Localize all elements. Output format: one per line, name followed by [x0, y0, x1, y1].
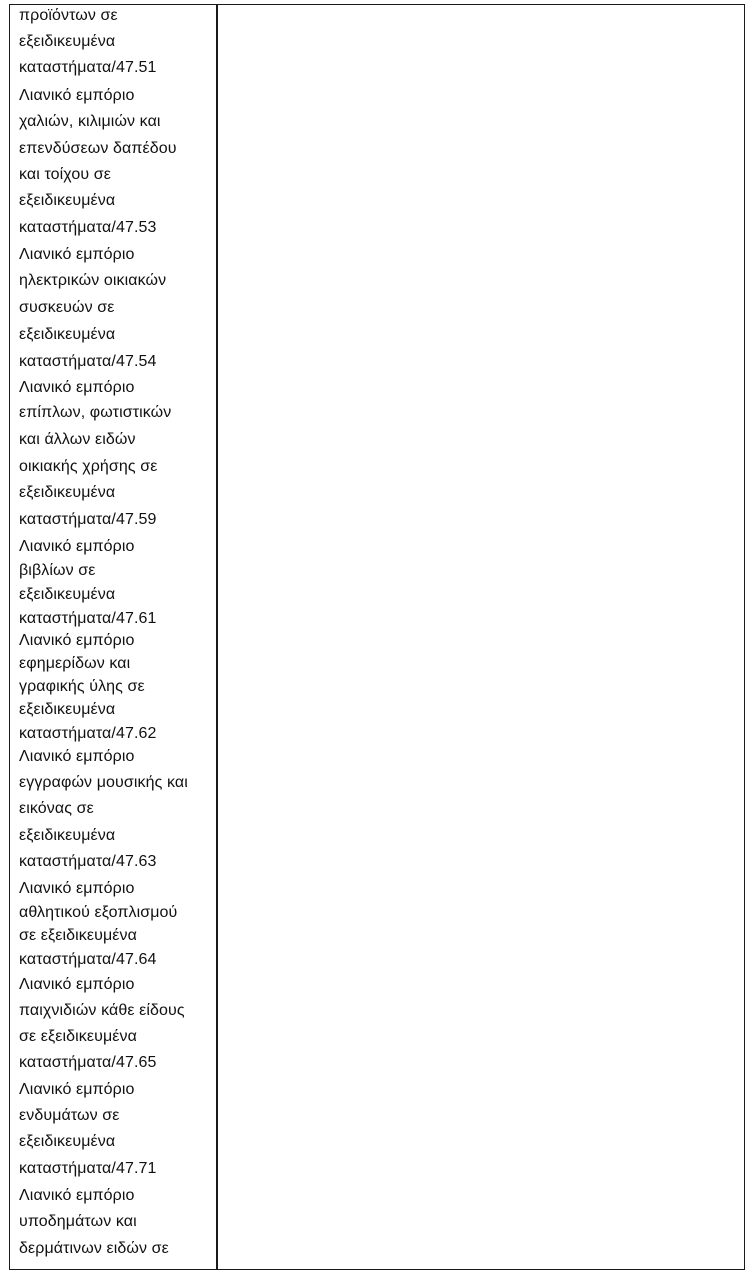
- description-line: εφημερίδων και: [19, 655, 131, 672]
- description-line: εξειδικευμένα: [19, 827, 116, 844]
- description-line: καταστήματα/47.51: [19, 59, 157, 76]
- description-line: εξειδικευμένα: [19, 326, 116, 343]
- description-line: εξειδικευμένα: [19, 192, 116, 209]
- description-line: Λιανικό εμπόριο: [19, 880, 135, 897]
- description-line: χαλιών, κιλιμιών και: [19, 113, 161, 130]
- description-line: καταστήματα/47.54: [19, 353, 157, 370]
- description-line: καταστήματα/47.59: [19, 511, 157, 528]
- description-line: συσκευών σε: [19, 299, 115, 316]
- description-line: καταστήματα/47.64: [19, 951, 157, 968]
- description-line: ενδυμάτων σε: [19, 1107, 120, 1124]
- description-line: Λιανικό εμπόριο: [19, 246, 135, 263]
- description-line: Λιανικό εμπόριο: [19, 632, 135, 649]
- description-line: καταστήματα/47.61: [19, 610, 157, 627]
- description-line: Λιανικό εμπόριο: [19, 748, 135, 765]
- description-line: προϊόντων σε: [19, 7, 118, 24]
- description-line: καταστήματα/47.65: [19, 1054, 157, 1071]
- description-line: εξειδικευμένα: [19, 33, 116, 50]
- description-line: Λιανικό εμπόριο: [19, 87, 135, 104]
- description-line: παιχνιδιών κάθε είδους: [19, 1002, 185, 1019]
- description-line: γραφικής ύλης σε: [19, 678, 145, 695]
- description-line: εξειδικευμένα: [19, 484, 116, 501]
- description-line: αθλητικού εξοπλισμού: [19, 904, 178, 921]
- document-table: [9, 4, 745, 1270]
- description-line: σε εξειδικευμένα: [19, 927, 137, 944]
- description-line: ηλεκτρικών οικιακών: [19, 272, 167, 289]
- description-line: εξειδικευμένα: [19, 586, 116, 603]
- description-line: επίπλων, φωτιστικών: [19, 404, 172, 421]
- description-line: δερμάτινων ειδών σε: [19, 1240, 169, 1257]
- description-line: Λιανικό εμπόριο: [19, 538, 135, 555]
- description-line: Λιανικό εμπόριο: [19, 379, 135, 396]
- description-line: Λιανικό εμπόριο: [19, 976, 135, 993]
- description-line: Λιανικό εμπόριο: [19, 1187, 135, 1204]
- description-line: καταστήματα/47.53: [19, 219, 157, 236]
- description-line: καταστήματα/47.71: [19, 1160, 157, 1177]
- description-line: εικόνας σε: [19, 800, 94, 817]
- description-line: και τοίχου σε: [19, 166, 111, 183]
- description-line: σε εξειδικευμένα: [19, 1028, 137, 1045]
- description-line: εγγραφών μουσικής και: [19, 774, 188, 791]
- description-line: εξειδικευμένα: [19, 701, 116, 718]
- description-line: Λιανικό εμπόριο: [19, 1081, 135, 1098]
- description-line: καταστήματα/47.63: [19, 853, 157, 870]
- empty-right-cell: [218, 5, 744, 1269]
- description-line: υποδημάτων και: [19, 1213, 137, 1230]
- description-line: επενδύσεων δαπέδου: [19, 140, 177, 157]
- description-line: καταστήματα/47.62: [19, 725, 157, 742]
- description-line: και άλλων ειδών: [19, 431, 136, 448]
- description-line: εξειδικευμένα: [19, 1133, 116, 1150]
- description-line: οικιακής χρήσης σε: [19, 458, 158, 475]
- description-line: βιβλίων σε: [19, 562, 96, 579]
